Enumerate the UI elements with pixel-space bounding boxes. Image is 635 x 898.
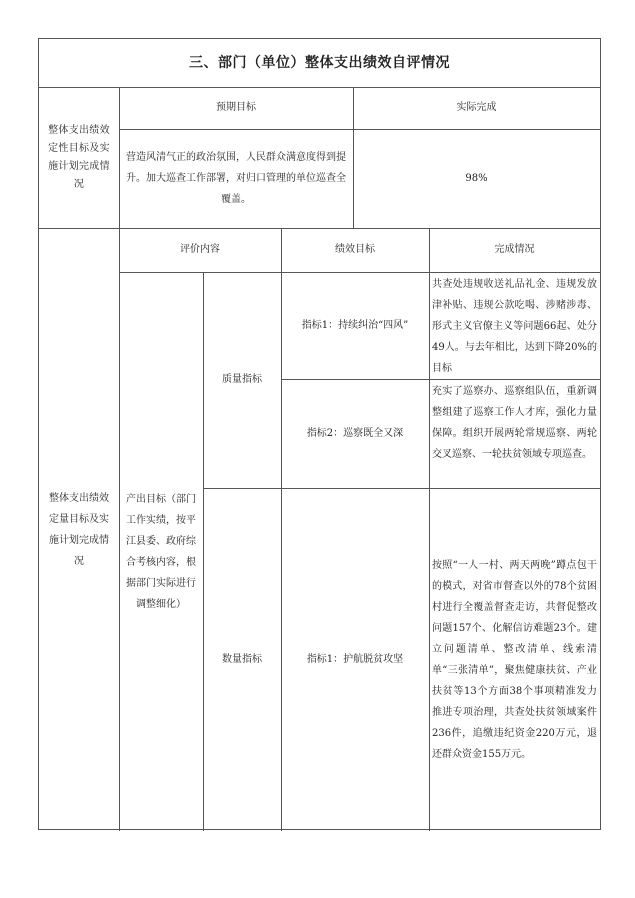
page-title: 三、部门（单位）整体支出绩效自评情况	[189, 55, 450, 71]
output-target-label: 产出目标（部门工作实绩，按平江县委、政府综合考核内容，根据部门实际进行调整细化）	[126, 493, 196, 610]
indicator-completion: 充实了巡察办、巡察组队伍，重新调整组建了巡察工作人才库，强化力量保障。组织开展两轮常规巡察、两轮交叉巡察、一轮扶贫领域专项巡查。	[432, 386, 597, 460]
quality-indicator-label: 质量指标	[222, 374, 262, 385]
performance-target-header: 绩效目标	[335, 244, 375, 255]
indicator-completion: 按照“一人一村、两天两晚”蹲点包干的模式，对省市督查以外的78个贫困村进行全覆盖督查走访，共督促整改问题157个、化解信访难题23个。建立问题清单、整改清单、线索清单“三张清单”，聚焦健康扶贫、产业扶贫等13个方面38个事项精准发力推进专项治理，共查处扶贫领域案件236件，追缴违纪资金220万元，退还群众资金155万元。	[432, 559, 597, 760]
indicator-target: 指标1：持续纠治“四风”	[301, 319, 409, 331]
quantity-indicator-label: 数量指标	[222, 653, 262, 665]
indicator-completion: 共查处违规收送礼品礼金、违规发放津补贴、违规公款吃喝、涉赌涉毒、形式主义官僚主义等问题66起、处分49人。与去年相比，达到下降20%的目标	[432, 279, 597, 374]
indicator-target: 指标2：巡察既全又深	[306, 427, 404, 439]
qualitative-row-label: 整体支出绩效定性目标及实施计划完成情况	[48, 124, 110, 190]
actual-completion-header: 实际完成	[456, 102, 497, 113]
performance-table	[38, 38, 601, 830]
expected-target-header: 预期目标	[216, 102, 256, 113]
indicator-target: 指标1：护航脱贫攻坚	[306, 653, 404, 665]
quantitative-row-label: 整体支出绩效定量目标及实施计划完成情况	[49, 492, 109, 567]
actual-completion-value: 98%	[465, 172, 488, 184]
evaluation-content-header: 评价内容	[180, 244, 220, 255]
completion-status-header: 完成情况	[494, 244, 535, 255]
expected-target-text: 营造风清气正的政治氛围，人民群众满意度得到提升。加大巡查工作部署，对归口管理的单位巡查全覆盖。	[126, 152, 346, 205]
